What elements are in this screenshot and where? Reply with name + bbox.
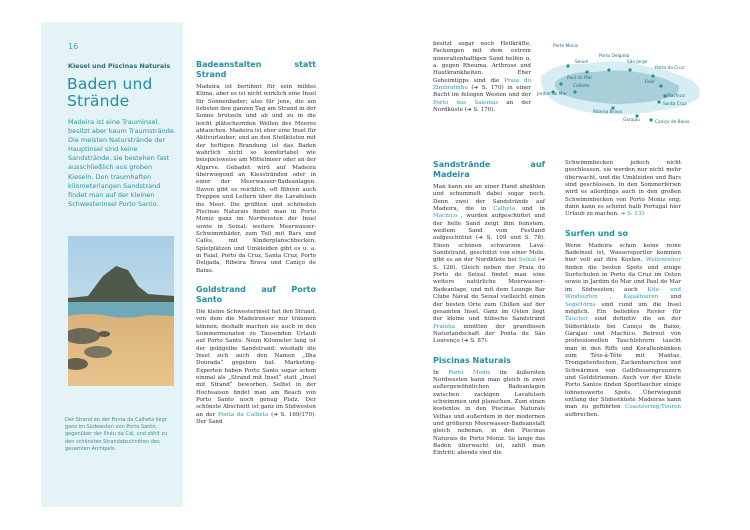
- paragraph: [196, 309, 316, 427]
- link-ponta-da-calheta[interactable]: Ponta da Calheta: [217, 411, 269, 418]
- beach-photo: [68, 236, 174, 386]
- text: finden die besten Spots und einige Surfschulen in Porto da Cruz im Osten sowie in Jardim do Mar und Paul do Mar im Südwesten; auch: [565, 264, 681, 293]
- text: Wenn Madeira schon keine reine Badeinsel ist, Wassersportler kommen hier voll auf ihre Kosten.: [565, 242, 681, 264]
- map-label-faial: Faial: [645, 80, 655, 85]
- link-praia-do-zimbralinho[interactable]: Praia do Zimbralinho: [433, 77, 532, 92]
- spacer: [196, 275, 316, 285]
- text: Man kann sie an einer Hand abzählen und schummelt dabei sogar noch. Denn zwei der Sandstrände auf Madeira, die in: [433, 184, 545, 213]
- map-label-canico-de-baixo: Caniço de Baixo: [655, 120, 690, 125]
- link-coasteering-touren[interactable]: Coasteering-Touren: [625, 404, 682, 411]
- article-column-3: [565, 160, 681, 419]
- spacer: [565, 219, 681, 229]
- spacer: [433, 346, 545, 356]
- map-label-porto-da-cruz: Porto da Cruz: [655, 66, 684, 71]
- article-column-1: [196, 60, 316, 426]
- heading-sandstraende: Sandstrände auf Madeira: [433, 160, 545, 179]
- link-segeltoerns[interactable]: Segeltörns: [565, 301, 596, 308]
- link-kajaktouren[interactable]: Kajaktouren: [623, 294, 659, 301]
- text: (➔ S. 170) in einer Bucht im felsigen Westen und der: [433, 85, 531, 99]
- heading-badeanstalten: Badeanstalten statt Strand: [196, 60, 316, 79]
- map-label-calheta: Calheta: [573, 84, 590, 89]
- paragraph: [433, 370, 545, 458]
- text: (➔ S. 169/170). Der Sand: [196, 411, 316, 426]
- link-machico[interactable]: Machico: [433, 213, 458, 220]
- link-seixal[interactable]: Seixal: [518, 257, 536, 264]
- text: sind definitiv die an der Südostküste bei Caniço de Baixo, Garajau und Machico. Betreut von professionellen Tauchlehrern taucht man in den Riffs und Korallenbänken zum Tête-à-Tête mit Mantas, Trompetenfischen, Zackenbarschen und Schwärmen von Gelbflossengrunzern und Goldstriemen. Auch vor der Küste Porto Santos finden Sporttaucher einige lohnenswerte Spots. Überwiegend entlang der Südostküste Madeiras kann man zu geführten: [565, 316, 681, 411]
- sidebar-intro: Madeira ist eine Trauminsel, besitzt aber kaum Traumstrände. Die meisten Naturstrände der Hauptinsel sind keine Sandstrände, sie bestehen fast ausschließlich aus groben Kieseln. Den traumhaften kilometerlangen Sandstrand findet man auf der kleinen Schwesterinsel Porto Santo.: [68, 118, 176, 208]
- madeira-map: [535, 36, 719, 146]
- link-wellenreiter[interactable]: Wellenreiter: [645, 257, 682, 264]
- paragraph: [565, 160, 681, 219]
- text: aufbrechen.: [565, 411, 599, 418]
- text: besitzt sogar noch Heilkräfte, Packungen mit dem extrem mineralienhaltigen Sand helfen u. a. gegen Rheuma, Arthrose und Hautkrankheiten. Eher Geheimtipps sind die: [433, 41, 531, 84]
- text: und in: [521, 206, 545, 213]
- link-prainha[interactable]: Prainha: [433, 323, 456, 330]
- text: Die kleine Schwesterinsel hat den Strand, von dem die Madeirenser nur träumen können; deshalb machen sie auch in den Sommermonaten zu Tausenden Urlaub auf Porto Santo. Neun Kilometer lang ist der goldgelbe Sandstrand; weshalb die Insel sich auch den Namen „Ilha Dourada“ gegeben hat. Marketing-Experten haben Porto Santo sogar schon einmal als „Strand mit Insel“ statt „Insel mit Strand“ beworben. Selbst in der Hochsaison findet man am Beach von Porto Santo noch genug Platz. Der schönste Abschnitt ist ganz im Südwesten an der: [196, 308, 316, 418]
- text: In: [433, 369, 439, 376]
- map-label-garajau: Garajau: [623, 118, 640, 123]
- link-porto-moniz[interactable]: Porto Moniz: [448, 369, 491, 376]
- text: ,: [609, 294, 612, 301]
- article-column-2-top: [433, 41, 531, 114]
- link-kite-windsurfen[interactable]: Kite- und Windsurfen: [565, 286, 681, 301]
- map-label-jardim-do-mar: Jardim do Mar: [537, 92, 567, 97]
- map-label-seixal: Seixal: [575, 60, 588, 65]
- text: , wurden aufgeschüttet und der helle Sand zeigt ihm feinstem, weißem Sand vom Festland aufgeschüttet (➔ S. 109 und S. 78). Einen schönen schwarzen Lava-Sandstrand, geschützt von einer Mole, gibt es an der Nordküste bei: [433, 213, 545, 264]
- paragraph: Madeira ist berühmt für sein mildes Klima, aber es ist nicht wirklich eine Insel für Sonnenbader; also für jene, die am liebsten den ganzen Tag am Strand in der Sonne brutzeln und ab und zu in die leicht plätschernden Wellen des Meeres abtauchen. Madeira ist eher eine Insel für Aktivurlauber, und an den Steilküsten mit der heftigen Brandung ist das Baden wahrlich nicht so komfortabel wie beispielsweise am Mittelmeer oder an der Algarve. Gebadet wird auf Madeira überwiegend an Kiesstränden oder in einer der Meerwasser-Badeanlagen. Davon gibt es reichlich, oft führen auch Treppen und Leitern über die Lavafelsen ins Meer. Die größten und schönsten Piscinas Naturais findet man in Porto Moniz ganz im Nordwesten der Insel sowie in Seixal; weitere Meerwasser-Schwimmbäder, zum Teil mit Bars und Cafés, mit Kinderplanschbecken, Spielplätzen und Umkleiden gibt es u. a. in Faial, Porto da Cruz, Santa Cruz, Porto Delgada, Ribeira Brava und Caniço de Baixo.: [196, 84, 316, 274]
- map-label-machico: Machico: [667, 94, 685, 99]
- sidebar-kicker: Kiesel und Piscinas Naturais: [68, 62, 171, 70]
- link-taucher[interactable]: Taucher: [565, 316, 588, 323]
- page-number: 16: [68, 42, 79, 51]
- heading-surfen: Surfen und so: [565, 228, 628, 238]
- heading-piscinas-naturais: Piscinas Naturais: [433, 355, 511, 365]
- text: sind rund um die Insel möglich. Ein beliebtes Revier für: [565, 301, 681, 315]
- text: an der Nordküste (➔ S. 170).: [433, 99, 531, 114]
- link-calheta[interactable]: Calheta: [493, 206, 516, 213]
- text: im äußersten Nordwesten kann man gleich in zwei außergewöhnlichen Badeanlagen zwischen zackigen Lavafelsen schwimmen und planschen. Zum einen kostenlos in den Piscinas Naturais Velhas und außerdem in der modernen und größeren Meerwasser-Badeanstalt gleich nebenan, in den Piscinas Naturais de Porto Moniz. So lange das Baden überwacht ist, zahlt man Eintritt; abends sind die: [433, 369, 546, 457]
- paragraph: [565, 243, 681, 419]
- map-label-sao-jorge: São Jorge: [627, 60, 648, 65]
- heading-goldstrand: Goldstrand auf Porto Santo: [196, 284, 316, 304]
- map-label-ribeira-brava: Ribeira Brava: [593, 110, 623, 115]
- map-label-santa-cruz: Santa Cruz: [663, 102, 687, 107]
- text: inmitten der grandiosen Naturlandschaft der Ponta de São Lourenço (➔ S. 87).: [433, 323, 546, 345]
- map-label-paul-do-mar: Paul do Mar: [567, 76, 593, 81]
- map-label-porto-moniz: Porto Moniz: [553, 44, 579, 49]
- sidebar-title: Baden und Strände: [67, 75, 153, 110]
- text: (➔ S. 128). Gleich neben der Praia do Porto do Seixal findet man eine weitere natürliche Meerwasser-Badeanlage, und mit dem Lounge Bar Clube Naval do Seixal vielleicht einen der besten Orte zum Chillen auf der gesamten Insel. Ganz im Osten liegt der kleine und hübsche Sandstrand: [433, 257, 545, 323]
- link-ref-s-131[interactable]: ➔ S. 131: [620, 211, 645, 218]
- text: und: [670, 294, 682, 301]
- photo-caption: Der Strand an der Ponta da Calheta liegt ganz im Südwesten von Porto Santo, gegenüber der Ilhéu da Cal, und zählt zu den schönsten Strandabschnitten des gesamten Archipels.: [65, 417, 168, 452]
- paragraph: [433, 184, 545, 346]
- map-label-porto-delgada: Porto Delgada: [599, 54, 630, 59]
- text: Schwimmbecken jedoch nicht geschlossen, sie werden nur nicht mehr überwacht, und die Umkleiden und Bars sind geschlossen. In den Sommerferien wird es allerdings auch in den großen Schwimmbecken von Porto Moniz eng; dann kann es scheint halb Portugal hier Urlaub zu machen.: [565, 160, 681, 218]
- article-column-2: [433, 160, 545, 458]
- map-graphic: [535, 36, 719, 146]
- link-porto-das-salemas[interactable]: Porto das Salemas: [433, 99, 499, 106]
- paragraph: [433, 41, 531, 114]
